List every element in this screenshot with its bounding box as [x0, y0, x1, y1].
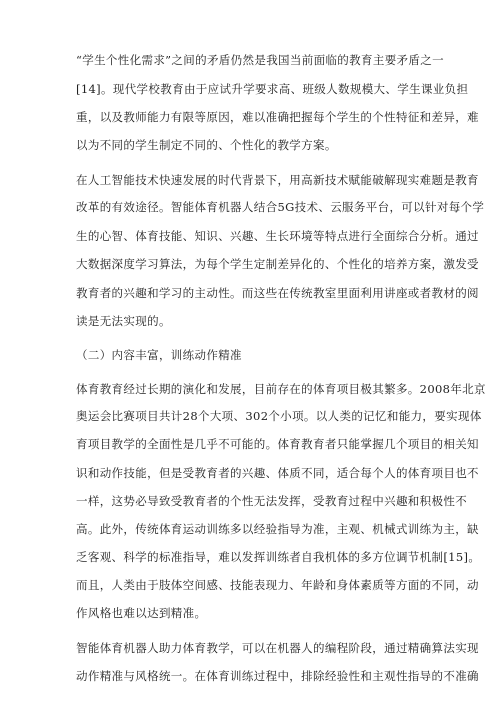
text-line: [14]。现代学校教育由于应试升学要求高、班级人数规模大、学生课业负担 [76, 82, 469, 96]
text-line: 在人工智能技术快速发展的时代背景下，用高新技术赋能破解现实难题是教育 [76, 173, 479, 187]
text-line: 育项目教学的全面性是几乎不可能的。体育教育者只能掌握几个项目的相关知 [76, 437, 479, 451]
text-line: 而且，人类由于肢体空间感、技能表现力、年龄和身体素质等方面的不同，动 [76, 578, 479, 592]
text-line: “学生个性化需求”之间的矛盾仍然是我国当前面临的教育主要矛盾之一 [76, 53, 444, 67]
text-line: 识和动作技能，但是受教育者的兴趣、体质不同，适合每个人的体育项目也不 [76, 466, 479, 480]
section-heading: （二）内容丰富，训练动作精准 [76, 348, 242, 362]
text-line: 乏客观、科学的标准指导，难以发挥训练者自我机体的多方位调节机制[15]。 [76, 550, 481, 564]
text-line: 动作精准与风格统一。在体育训练过程中，排除经验性和主观性指导的不准确 [76, 669, 479, 683]
text-line: 以为不同的学生制定不同的、个性化的教学方案。 [76, 138, 337, 152]
text-line: 高。此外，传统体育运动训练多以经验指导为准，主观、机械式训练为主，缺 [76, 522, 479, 536]
text-line: 教育者的兴趣和学习的主动性。而这些在传统教室里面利用讲座或者教材的阅 [76, 286, 479, 300]
text-line: 体育教育经过长期的演化和发展，目前存在的体育项目极其繁多。2008年北京 [76, 382, 486, 396]
text-line: 生的心智、体育技能、知识、兴趣、生长环境等特点进行全面综合分析。通过 [76, 229, 479, 243]
text-line: 一样，这势必导致受教育者的个性无法发挥，受教育过程中兴趣和积极性不 [76, 494, 468, 508]
text-line: 大数据深度学习算法，为每个学生定制差异化的、个性化的培养方案，激发受 [76, 257, 479, 271]
text-line: 作风格也难以达到精准。 [76, 606, 207, 620]
text-line: 奥运会比赛项目共计28个大项、302个小项。以人类的记忆和能力，要实现体 [76, 409, 482, 423]
text-line: 智能体育机器人助力体育教学，可以在机器人的编程阶段，通过精确算法实现 [76, 641, 479, 655]
text-line: 重，以及教师能力有限等原因，难以准确把握每个学生的个性特征和差异，难 [76, 110, 479, 124]
text-line: 读是无法实现的。 [76, 314, 171, 328]
text-line: 改革的有效途径。智能体育机器人结合5G技术、云服务平台，可以针对每个学 [76, 200, 485, 214]
